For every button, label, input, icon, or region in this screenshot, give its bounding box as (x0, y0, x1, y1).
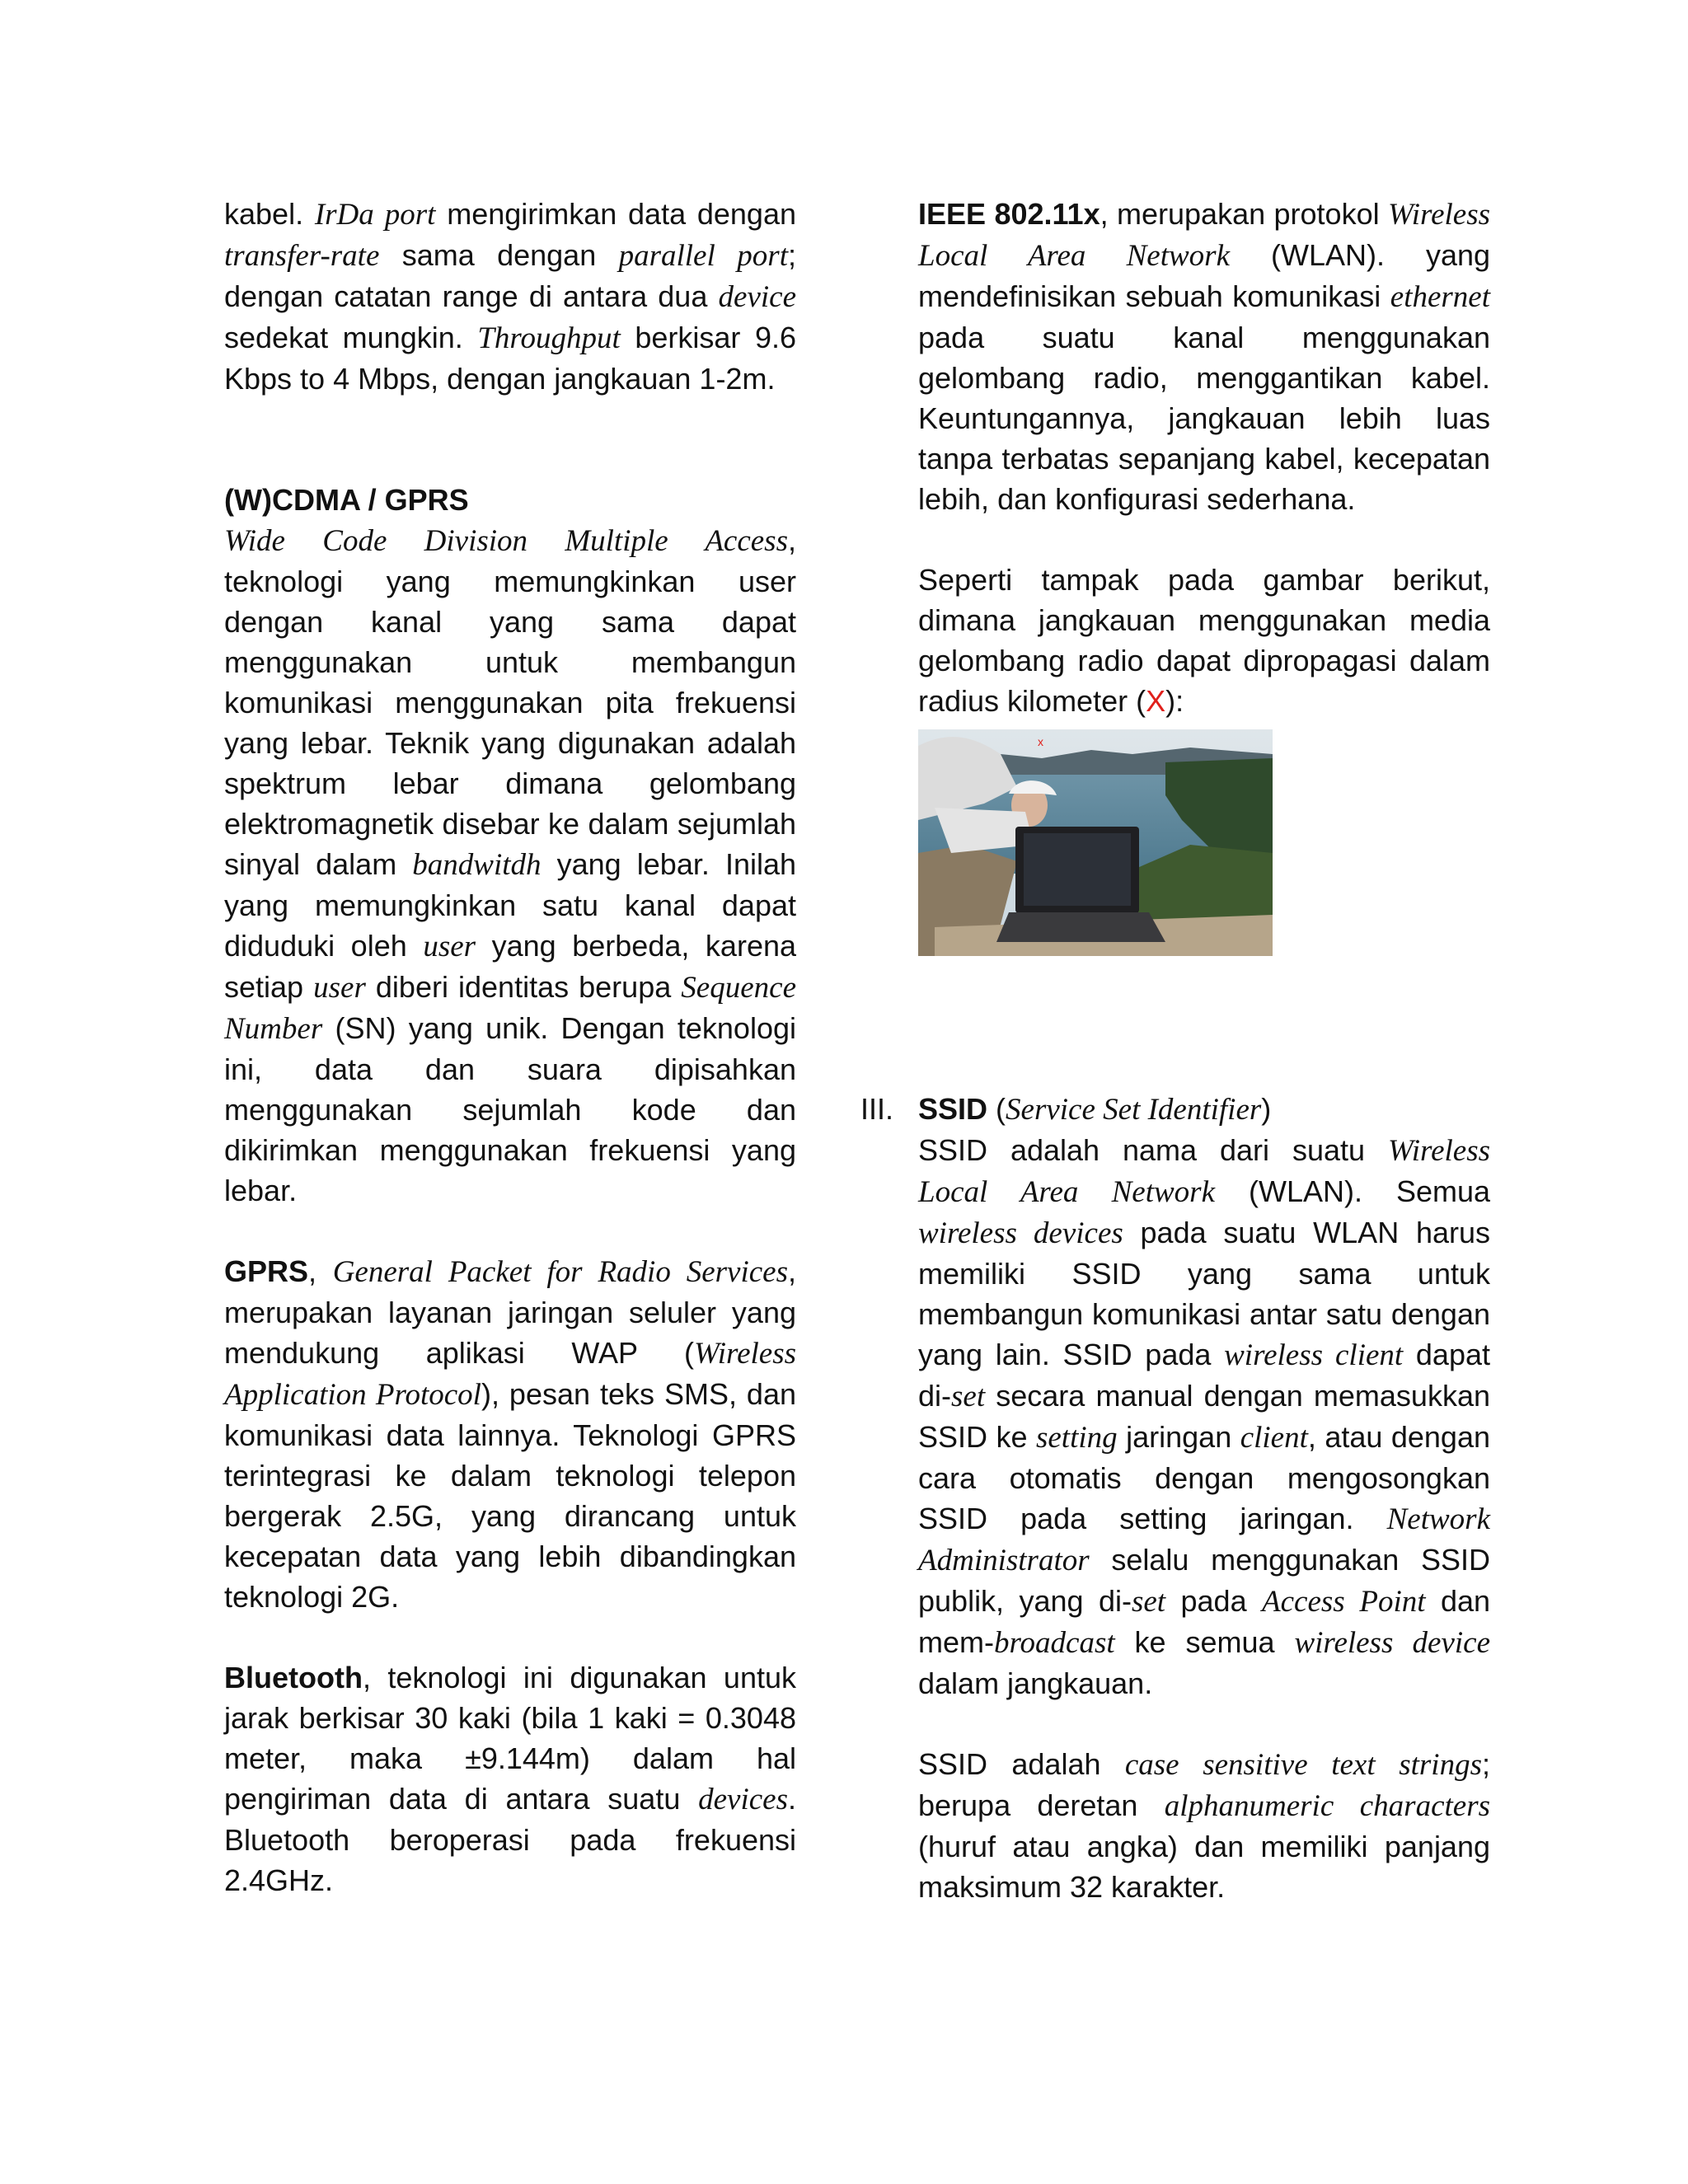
ssid-paragraph: SSID adalah nama dari suatu Wireless Local Area Network (WLAN). Semua wireless devices pada suatu WLAN harus memiliki SSID yang sama untuk membangun komunikasi antar satu dengan yang lain. SSID pada wireless client dapat di-set secara manual dengan memasukkan SSID ke setting jaringan client, atau dengan cara otomatis dengan mengosongkan SSID pada setting jaringan. Network Administrator selalu menggunakan SSID publik, yang di-set pada Access Point dan mem-broadcast ke semua wireless device dalam jangkauan. (918, 1133, 1491, 1700)
ssid-string-paragraph: SSID adalah case sensitive text strings; berupa deretan alphanumeric characters (huruf atau angka) dan memiliki panjang maksimum 32 karakter. (918, 1747, 1491, 1904)
cdma-paragraph: Wide Code Division Multiple Access, teknologi yang memungkinkan user dengan kanal yang sama dapat menggunakan untuk membangun komunikasi menggunakan pita frekuensi yang lebar. Teknik yang digunakan adalah spektrum lebar dimana gelombang elektromagnetik disebar ke dalam sejumlah sinyal dalam bandwitdh yang lebar. Inilah yang memungkinkan satu kanal dapat diduduki oleh user yang berbeda, karena setiap user diberi identitas berupa Sequence Number (SN) yang unik. Dengan teknologi ini, data dan suara dipisahkan menggunakan sejumlah kode dan dikirimkan menggunakan frekuensi yang lebar. (224, 523, 797, 1207)
range-paragraph: Seperti tampak pada gambar berikut, dimana jangkauan menggunakan media gelombang radio dapat dipropagasi dalam radius kilometer (X): (918, 563, 1490, 718)
ssid-section (860, 1089, 1491, 1907)
photo-mark: x (1038, 735, 1043, 748)
section-number: III. (860, 1092, 894, 1126)
gprs-paragraph: GPRS, General Packet for Radio Services, merupakan layanan jaringan seluler yang mendukung aplikasi WAP (Wireless Application Protocol), pesan teks SMS, dan komunikasi data lainnya. Teknologi GPRS terintegrasi ke dalam teknologi telepon bergerak 2.5G, yang dirancang untuk kecepatan data yang lebih dibandingkan teknologi 2G. (224, 1254, 796, 1614)
ssid-heading: SSID (Service Set Identifier) (918, 1092, 1272, 1127)
wifi-range-photo (918, 729, 1273, 956)
right-column (860, 194, 1491, 1907)
left-column (224, 194, 796, 1900)
ieee-paragraph: IEEE 802.11x, merupakan protokol Wireless Local Area Network (WLAN). yang mendefinisikan sebuah komunikasi ethernet pada suatu kanal menggunakan gelombang radio, menggantikan kabel. Keuntungannya, jangkauan lebih luas tanpa terbatas sepanjang kabel, kecepatan lebih, dan konfigurasi sederhana. (918, 197, 1491, 516)
bluetooth-paragraph: Bluetooth, teknologi ini digunakan untuk jarak berkisar 30 kaki (bila 1 kaki = 0.3048 meter, maka ±9.144m) dalam hal pengiriman data di antara suatu devices. Bluetooth beroperasi pada frekuensi 2.4GHz. (224, 1661, 796, 1897)
irda-paragraph: kabel. IrDa port mengirimkan data dengan transfer-rate sama dengan parallel port; dengan catatan range di antara dua device sedekat mungkin. Throughput berkisar 9.6 Kbps to 4 Mbps, dengan jangkauan 1-2m. (224, 197, 797, 396)
cdma-heading: (W)CDMA / GPRS (224, 483, 469, 517)
